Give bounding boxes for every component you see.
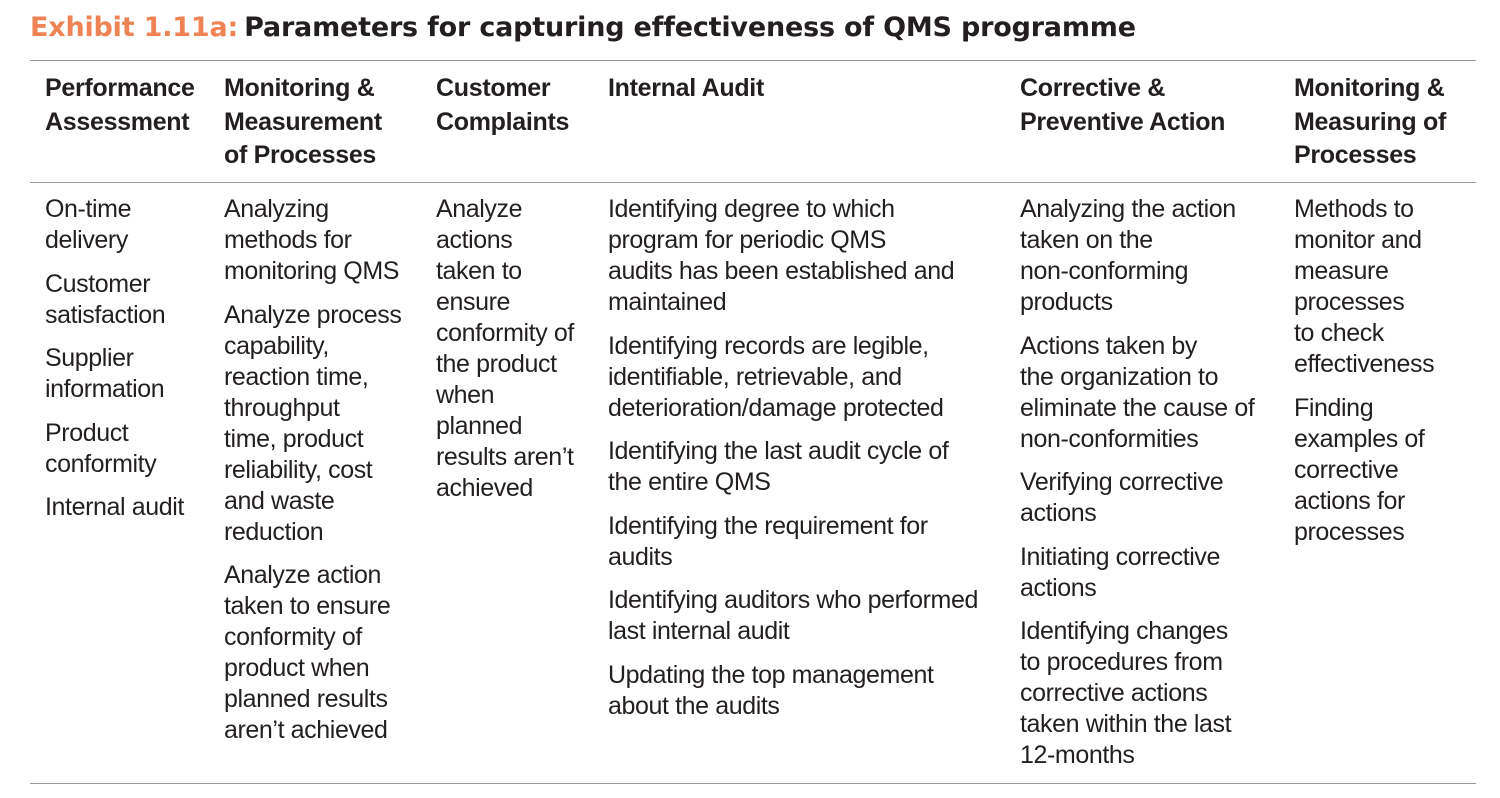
list-item — [224, 194, 401, 287]
list-item — [608, 331, 978, 424]
list-item-line: taken within the last — [1020, 710, 1232, 738]
list-item-line: results aren’t — [436, 443, 574, 471]
list-item-line: identifiable, retrievable, and — [608, 362, 902, 391]
list-item-line: Supplier — [45, 344, 134, 372]
exhibit-heading-text: Parameters for capturing effectiveness of QMS programme — [244, 12, 1136, 43]
list-item-line: monitor and — [1294, 226, 1422, 254]
list-item-line: aren’t achieved — [224, 716, 388, 744]
column-header-line: Customer — [436, 74, 551, 102]
list-item-line: effectiveness — [1294, 350, 1435, 378]
list-item-line: to procedures from — [1020, 648, 1223, 676]
list-item-line: Identifying degree to which — [608, 195, 895, 223]
list-item-line: Actions taken by — [1020, 331, 1198, 360]
list-item-line: when — [436, 381, 495, 409]
list-item-line: conformity — [45, 449, 157, 478]
list-item-line: delivery — [45, 226, 128, 254]
list-item-line: examples of — [1294, 424, 1425, 453]
column-header-line: Processes — [1294, 141, 1417, 169]
list-item-line: methods for — [224, 226, 352, 254]
list-item-line: to check — [1294, 319, 1384, 347]
list-item-line: the entire QMS — [608, 468, 771, 496]
list-item-line: Identifying auditors who performed — [608, 586, 978, 614]
column-header-line: Assessment — [45, 107, 190, 136]
list-item-line: Identifying records are legible, — [608, 331, 929, 360]
column-header-performance-assessment — [45, 72, 195, 139]
list-item-line: Customer — [45, 269, 151, 298]
list-item-line: reaction time, — [224, 362, 369, 391]
list-item — [45, 269, 184, 331]
list-item-line: Initiating corrective — [1020, 542, 1221, 571]
column-header-line: Measurement — [224, 107, 382, 136]
list-item-line: Identifying changes — [1020, 617, 1228, 645]
list-item-line: actions for — [1294, 486, 1405, 515]
column-header-line: of Processes — [224, 141, 377, 169]
column-header-corrective-preventive-action — [1020, 72, 1225, 139]
list-item-line: actions — [1020, 499, 1097, 527]
list-item-line: Analyzing the action — [1020, 195, 1236, 223]
list-item-line: processes — [1294, 517, 1405, 546]
list-item — [1020, 542, 1254, 604]
list-item-line: and waste — [224, 486, 335, 515]
list-item-line: the product — [436, 350, 557, 378]
list-item-line: Identifying the last audit cycle of — [608, 437, 949, 465]
list-item-line: corrective actions — [1020, 679, 1208, 707]
column-header-line: Performance — [45, 74, 195, 102]
column-header-internal-audit — [608, 72, 764, 106]
list-item-line: deterioration/damage protected — [608, 393, 944, 422]
list-item-line: Product — [45, 418, 129, 447]
list-item-line: monitoring QMS — [224, 257, 400, 285]
list-item-line: product when — [224, 654, 370, 682]
column-header-customer-complaints — [436, 72, 569, 139]
list-item-line: processes — [1294, 288, 1405, 316]
list-item — [1020, 467, 1254, 529]
list-item-line: last internal audit — [608, 617, 790, 645]
list-item — [45, 343, 184, 405]
list-item-line: Internal audit — [45, 493, 184, 521]
header-divider-rule — [30, 182, 1476, 183]
column-header-line: Monitoring & — [1294, 74, 1445, 102]
list-item-line: Analyzing — [224, 195, 329, 223]
column-body-monitoring-measuring-processes — [1294, 194, 1434, 560]
list-item — [224, 560, 401, 746]
list-item — [608, 660, 978, 722]
list-item — [45, 492, 184, 523]
list-item-line: taken to ensure — [224, 592, 391, 620]
column-body-monitoring-measurement — [224, 194, 401, 759]
list-item-line: taken to — [436, 257, 522, 285]
list-item — [608, 194, 978, 318]
column-header-monitoring-measurement — [224, 72, 382, 173]
list-item — [1294, 194, 1434, 380]
list-item-line: products — [1020, 288, 1113, 316]
column-header-line: Measuring of — [1294, 107, 1446, 136]
list-item — [1020, 194, 1254, 318]
exhibit-label: Exhibit 1.11a: — [30, 12, 239, 43]
list-item-line: On-time — [45, 195, 132, 223]
column-header-line: Corrective & — [1020, 74, 1166, 102]
list-item-line: non-conforming — [1020, 257, 1189, 285]
list-item-line: about the audits — [608, 691, 780, 720]
list-item-line: reliability, cost — [224, 455, 373, 484]
list-item — [608, 511, 978, 573]
list-item-line: measure — [1294, 257, 1389, 285]
list-item-line: Updating the top management — [608, 660, 934, 689]
list-item-line: time, product — [224, 424, 364, 453]
list-item-line: information — [45, 375, 165, 403]
list-item — [436, 194, 574, 504]
list-item-line: satisfaction — [45, 300, 166, 329]
list-item-line: Analyze process — [224, 300, 402, 329]
list-item-line: Identifying the requirement for — [608, 511, 928, 540]
list-item-line: conformity of — [224, 623, 362, 651]
column-body-customer-complaints — [436, 194, 574, 517]
list-item-line: corrective — [1294, 455, 1399, 484]
list-item-line: audits has been established and — [608, 257, 955, 285]
list-item — [224, 300, 401, 548]
list-item-line: Verifying corrective — [1020, 468, 1224, 496]
list-item — [1294, 393, 1434, 548]
column-body-internal-audit — [608, 194, 978, 734]
list-item — [1020, 331, 1254, 455]
column-header-line: Monitoring & — [224, 74, 375, 102]
list-item-line: maintained — [608, 288, 727, 316]
exhibit-title — [30, 8, 1136, 48]
list-item — [1020, 616, 1254, 771]
list-item-line: conformity of — [436, 319, 574, 347]
list-item-line: reduction — [224, 517, 324, 546]
column-body-performance-assessment — [45, 194, 184, 536]
list-item-line: Finding — [1294, 393, 1374, 422]
list-item-line: program for periodic QMS — [608, 226, 886, 254]
list-item-line: throughput — [224, 393, 340, 422]
list-item-line: audits — [608, 542, 673, 571]
column-header-line: Internal Audit — [608, 74, 764, 102]
list-item-line: taken on the — [1020, 226, 1153, 254]
list-item-line: Methods to — [1294, 195, 1414, 223]
list-item-line: planned — [436, 412, 523, 440]
table-bottom-rule — [30, 783, 1476, 784]
list-item-line: the organization to — [1020, 362, 1219, 391]
list-item — [608, 436, 978, 498]
list-item-line: capability, — [224, 331, 329, 360]
list-item — [608, 585, 978, 647]
list-item — [45, 418, 184, 480]
list-item-line: planned results — [224, 685, 388, 713]
list-item-line: 12-months — [1020, 741, 1135, 769]
list-item — [45, 194, 184, 256]
list-item-line: Analyze action — [224, 561, 381, 589]
table-top-rule — [30, 60, 1476, 61]
list-item-line: actions — [1020, 573, 1097, 602]
list-item-line: actions — [436, 226, 513, 254]
list-item-line: non-conformities — [1020, 424, 1199, 453]
list-item-line: eliminate the cause of — [1020, 393, 1255, 422]
column-header-line: Preventive Action — [1020, 107, 1226, 136]
list-item-line: achieved — [436, 474, 533, 502]
column-body-corrective-preventive-action — [1020, 194, 1254, 784]
list-item-line: ensure — [436, 288, 511, 316]
list-item-line: Analyze — [436, 195, 523, 223]
column-header-monitoring-measuring-processes — [1294, 72, 1446, 173]
column-header-line: Complaints — [436, 107, 570, 136]
